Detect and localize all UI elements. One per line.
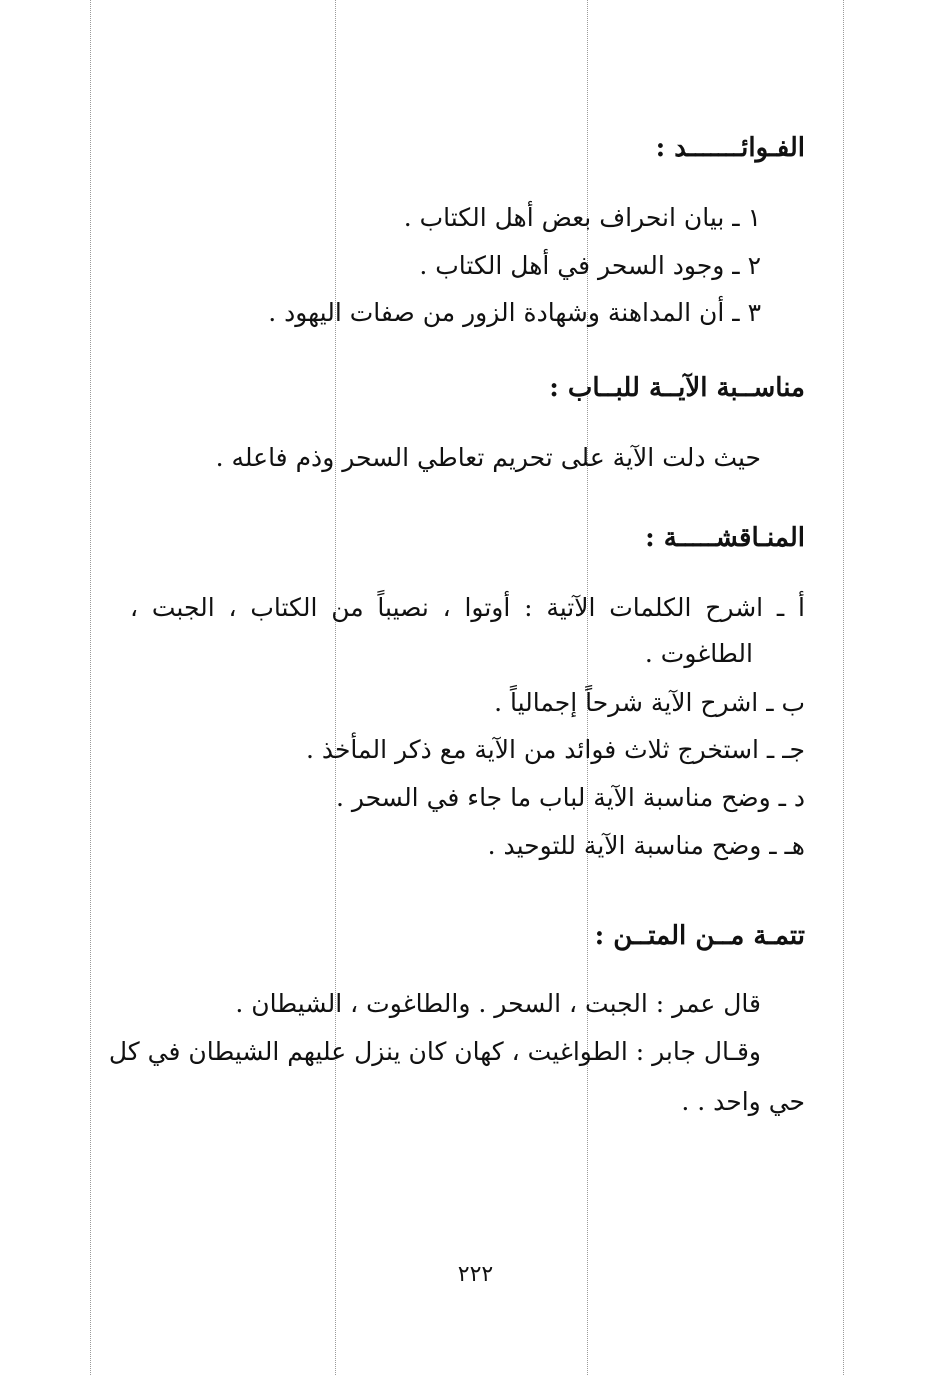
relevance-text: حيث دلت الآية على تحريم تعاطي السحر وذم فاعله . <box>215 443 761 472</box>
benefit-item-1: ١ ـ بيان انحراف بعض أهل الكتاب . <box>403 203 761 232</box>
heading-relevance: مناســبة الآيــة للبــاب : <box>549 373 805 403</box>
supplement-line-2: وقـال جابر : الطواغيت ، كهان كان ينزل عليهم الشيطان في كل <box>108 1037 761 1066</box>
dotted-guide-line <box>335 0 336 1375</box>
discussion-item-a-continued: الطاغوت . <box>644 639 753 668</box>
supplement-line-1: قال عمر : الجبت ، السحر . والطاغوت ، الشيطان . <box>235 989 761 1018</box>
dotted-guide-line <box>843 0 844 1375</box>
benefit-item-3: ٣ ـ أن المداهنة وشهادة الزور من صفات اليهود . <box>268 298 761 327</box>
dotted-guide-line <box>90 0 91 1375</box>
discussion-item-a: أ ـ اشرح الكلمات الآتية : أوتوا ، نصيباً من الكتاب ، الجبت ، <box>130 593 805 622</box>
heading-supplement: تتمـة مــن المتــن : <box>594 921 805 951</box>
discussion-item-b: ب ـ اشرح الآية شرحاً إجمالياً . <box>494 688 805 717</box>
heading-discussion: المنـاقشـــــة : <box>645 523 805 553</box>
discussion-item-e: هـ ـ وضح مناسبة الآية للتوحيد . <box>487 831 805 860</box>
supplement-line-3: حي واحد . . <box>681 1087 805 1116</box>
discussion-item-d: د ـ وضح مناسبة الآية لباب ما جاء في السحر . <box>335 783 805 812</box>
discussion-item-c: جـ ـ استخرج ثلاث فوائد من الآية مع ذكر المأخذ . <box>305 735 805 764</box>
benefit-item-2: ٢ ـ وجود السحر في أهل الكتاب . <box>419 251 761 280</box>
page-number: ٢٢٢ <box>457 1262 494 1287</box>
heading-benefits: الفـوائـــــــد : <box>655 133 805 163</box>
